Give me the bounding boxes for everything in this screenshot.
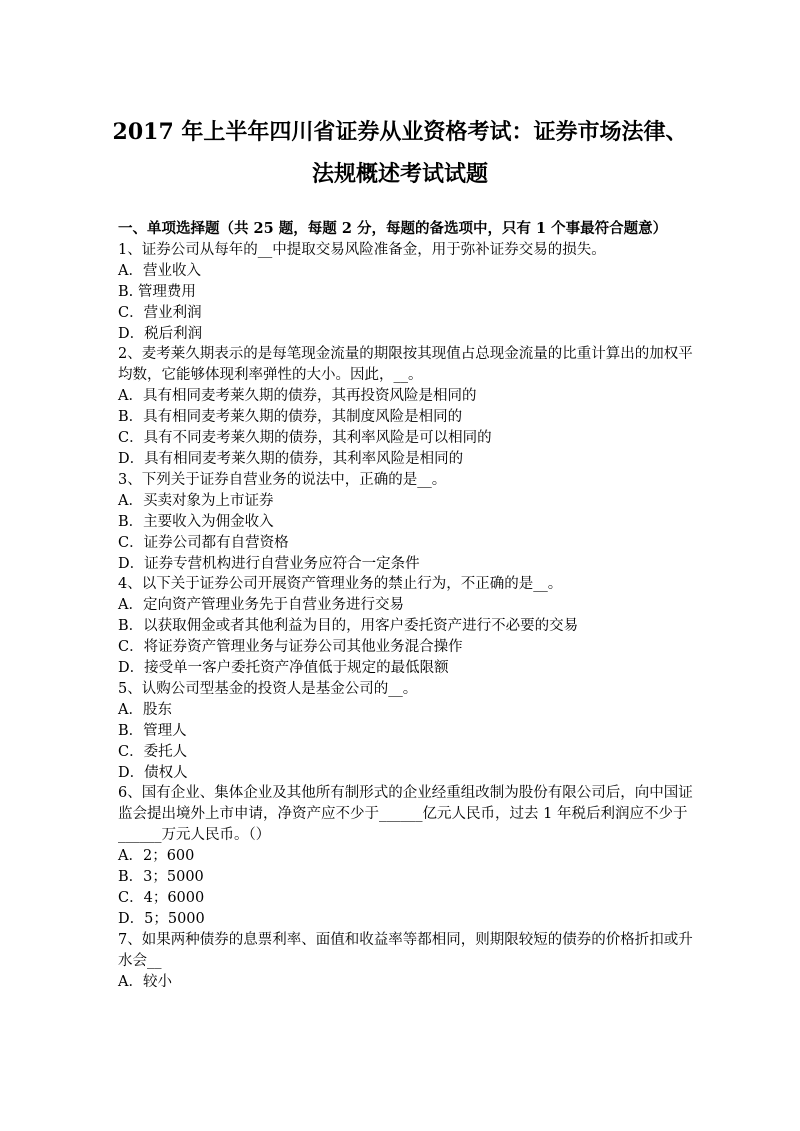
option-a: A．营业收入 xyxy=(118,262,201,279)
option-a: A．定向资产管理业务先于自营业务进行交易 xyxy=(118,597,404,614)
option-d: D．5；5000 xyxy=(118,910,205,927)
option-b: B．主要收入为佣金收入 xyxy=(118,513,274,530)
question-stem: 3、下列关于证券自营业务的说法中，正确的是__。 xyxy=(118,471,447,488)
option-d: D．接受单一客户委托资产净值低于规定的最低限额 xyxy=(118,660,449,677)
document-title-line-2: 法规概述考试试题 xyxy=(311,161,488,187)
option-d: D．具有相同麦考莱久期的债券，其利率风险是相同的 xyxy=(118,450,464,467)
option-a: A．股东 xyxy=(118,701,172,718)
option-c: C．具有不同麦考莱久期的债券，其利率风险是可以相同的 xyxy=(118,430,492,447)
option-a: A．具有相同麦考莱久期的债券，其再投资风险是相同的 xyxy=(118,388,477,405)
document-title-line-1: 2017 年上半年四川省证券从业资格考试：证券市场法律、 xyxy=(112,119,688,145)
question-stem: 4、以下关于证券公司开展资产管理业务的禁止行为，不正确的是__。 xyxy=(118,576,563,593)
option-b: B．以获取佣金或者其他利益为目的，用客户委托资产进行不必要的交易 xyxy=(118,618,579,635)
option-c: C．将证券资产管理业务与证券公司其他业务混合操作 xyxy=(118,639,463,656)
question-4 xyxy=(118,574,693,679)
question-7 xyxy=(118,930,693,993)
question-6 xyxy=(118,783,693,929)
question-stem: 6、国有企业、集体企业及其他所有制形式的企业经重组改制为股份有限公司后，向中国证监会提出境外上市申请，净资产应不少于______亿元人民币，过去 1 年税后利润应不少于______万元人民币。（） xyxy=(118,785,693,844)
question-stem: 2、麦考莱久期表示的是每笔现金流量的期限按其现值占总现金流量的比重计算出的加权平均数，它能够体现利率弹性的大小。因此，__。 xyxy=(118,346,693,384)
option-b: B. 管理费用 xyxy=(118,283,196,300)
question-2 xyxy=(118,344,693,469)
section-heading: 一、单项选择题（共 25 题，每题 2 分，每题的备选项中，只有 1 个事最符合题意） xyxy=(118,220,668,237)
document-body xyxy=(118,219,693,993)
question-stem: 1、证券公司从每年的__中提取交易风险准备金，用于弥补证券交易的损失。 xyxy=(118,241,606,258)
option-c: C．4；6000 xyxy=(118,890,205,906)
option-d: D．税后利润 xyxy=(118,325,203,342)
option-c: C．委托人 xyxy=(118,743,188,760)
option-d: D．证券专营机构进行自营业务应符合一定条件 xyxy=(118,555,420,572)
question-stem: 5、认购公司型基金的投资人是基金公司的__。 xyxy=(118,680,418,697)
option-b: B．3；5000 xyxy=(118,869,204,886)
option-b: B．具有相同麦考莱久期的债券，其制度风险是相同的 xyxy=(118,409,463,426)
option-a: A．2；600 xyxy=(118,848,195,865)
question-5 xyxy=(118,679,693,784)
option-c: C．证券公司都有自营资格 xyxy=(118,534,289,551)
question-3 xyxy=(118,470,693,575)
option-c: C．营业利润 xyxy=(118,304,202,321)
option-a: A．较小 xyxy=(118,973,172,990)
question-1 xyxy=(118,240,693,345)
option-b: B．管理人 xyxy=(118,722,187,739)
question-stem: 7、如果两种债券的息票利率、面值和收益率等都相同，则期限较短的债券的价格折扣或升水会__ xyxy=(118,931,693,969)
option-a: A．买卖对象为上市证券 xyxy=(118,492,274,509)
option-d: D．债权人 xyxy=(118,764,188,781)
